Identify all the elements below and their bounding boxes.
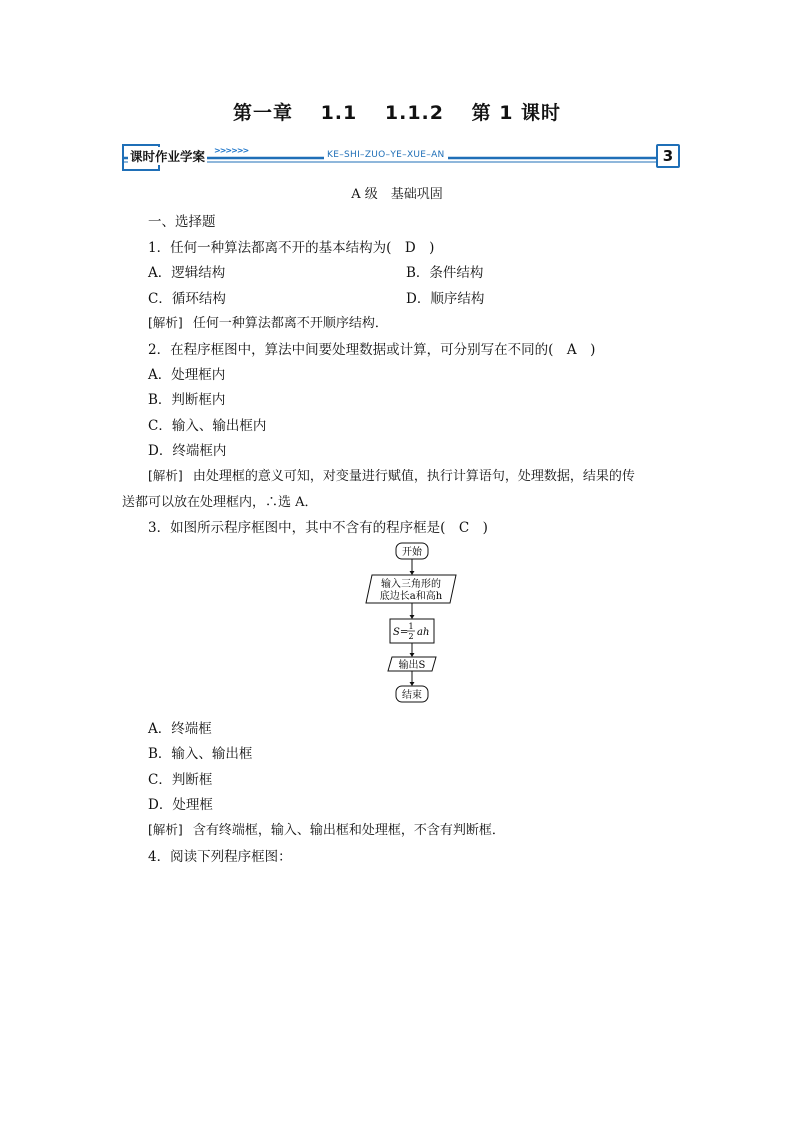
q3-option-d: D．处理框	[148, 797, 213, 813]
q3-stem: 3．如图所示程序框图中，其中不含有的程序框是( C )	[148, 520, 488, 536]
title-subsection: 1.1.2	[384, 102, 444, 124]
banner-number: 3	[656, 144, 680, 168]
flowchart-input-line1: 输入三角形的	[381, 579, 441, 590]
banner-pinyin: KE–SHI–ZUO–YE–XUE–AN	[324, 150, 448, 160]
flowchart-process-num: 1	[408, 622, 414, 631]
homework-banner	[122, 144, 680, 172]
section-heading: 一、选择题	[148, 214, 216, 230]
q2-option-d: D．终端框内	[148, 443, 227, 459]
title-chapter: 第一章	[232, 102, 293, 124]
q3-option-c: C．判断框	[148, 772, 213, 788]
flowchart-process-den: 2	[408, 632, 414, 641]
flowchart-end-text: 结束	[402, 690, 422, 701]
banner-arrows: >>>>>>	[214, 146, 249, 155]
flowchart-start-text: 开始	[402, 547, 422, 558]
flowchart-process-lhs: S=	[393, 627, 409, 638]
title-lesson: 第 1 课时	[471, 102, 562, 124]
q2-option-c: C．输入、输出框内	[148, 418, 267, 434]
flowchart-process-rhs: ah	[417, 627, 430, 638]
q2-option-b: B．判断框内	[148, 392, 226, 408]
q1-option-c: C．循环结构	[148, 291, 226, 307]
flowchart-output-text: 输出S	[398, 660, 426, 671]
q2-solution-line2: 送都可以放在处理框内，∴选 A．	[122, 495, 318, 510]
q3-solution-text: 含有终端框，输入、输出框和处理框，不含有判断框．	[192, 823, 505, 838]
q1-solution-text: 任何一种算法都离不开顺序结构．	[192, 316, 388, 331]
q1-stem: 1．任何一种算法都离不开的基本结构为( D )	[148, 240, 435, 256]
q2-option-a: A．处理框内	[148, 367, 226, 383]
q3-option-a: A．终端框	[148, 721, 212, 737]
q2-solution-line1	[148, 465, 635, 484]
level-heading: A 级 基础巩固	[351, 187, 443, 202]
flowchart	[360, 540, 470, 710]
q3-option-b: B．输入、输出框	[148, 746, 253, 762]
q1-solution	[148, 312, 388, 331]
q1-option-a: A．逻辑结构	[148, 265, 226, 281]
q2-solution-text1: 由处理框的意义可知，对变量进行赋值，执行计算语句，处理数据，结果的传	[192, 469, 635, 484]
q3-solution-tag: [解析]	[148, 822, 183, 837]
flowchart-input-line2: 底边长a和高h	[379, 591, 443, 602]
banner-label: 课时作业学案	[130, 149, 206, 164]
q2-solution-tag: [解析]	[148, 468, 183, 483]
page-title	[0, 98, 794, 125]
q1-option-d: D．顺序结构	[406, 291, 485, 307]
q1-option-b: B．条件结构	[406, 265, 484, 281]
q3-solution	[148, 819, 505, 838]
q2-stem: 2．在程序框图中，算法中间要处理数据或计算，可分别写在不同的( A )	[148, 342, 596, 358]
q1-solution-tag: [解析]	[148, 315, 183, 330]
q4-stem: 4．阅读下列程序框图：	[148, 849, 292, 865]
title-section: 1.1	[320, 102, 358, 124]
